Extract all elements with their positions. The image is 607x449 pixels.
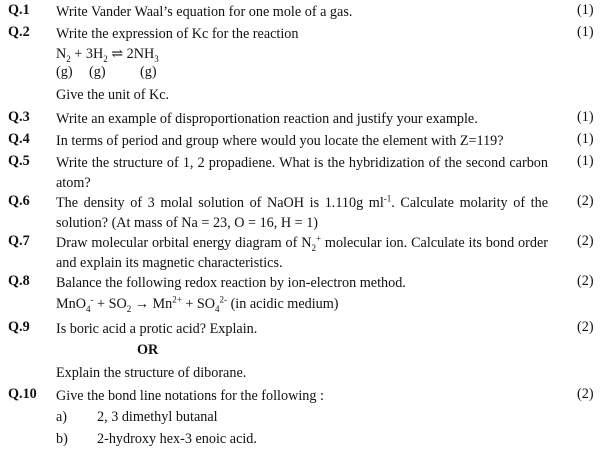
reaction-arrow-icon: → Mn xyxy=(131,296,173,312)
equilibrium-arrow-icon: ⇌ xyxy=(107,46,127,62)
question-marks: (1) xyxy=(577,24,594,40)
question-text: Write the expression of Kc for the reaction xyxy=(56,26,299,42)
question-text: Write Vander Waal’s equation for one mole of a gas. xyxy=(56,4,353,20)
question-marks: (1) xyxy=(577,2,594,18)
question-number: Q.2 xyxy=(8,24,30,40)
question-number: Q.1 xyxy=(8,2,30,18)
